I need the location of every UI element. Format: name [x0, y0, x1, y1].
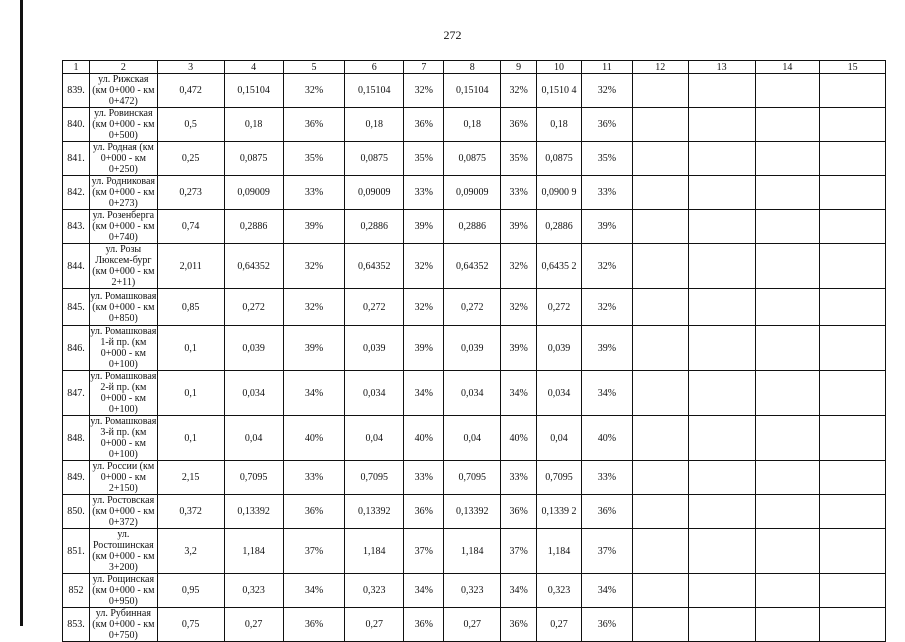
- street-name: ул. Родная (км 0+000 - км 0+250): [89, 142, 157, 176]
- row-number: 841.: [63, 142, 90, 176]
- cell-value: 32%: [283, 289, 344, 326]
- cell-value: 0,09009: [224, 176, 283, 210]
- empty-cell: [820, 74, 886, 108]
- cell-value: 0,13392: [444, 495, 501, 529]
- cell-value: 0,18: [224, 108, 283, 142]
- cell-value: 32%: [501, 244, 537, 289]
- cell-value: 0,323: [536, 574, 581, 608]
- cell-value: 36%: [283, 108, 344, 142]
- street-name: ул. Ростовская (км 0+000 - км 0+372): [89, 495, 157, 529]
- cell-value: 0,039: [224, 326, 283, 371]
- empty-cell: [755, 608, 820, 642]
- street-name: ул. России (км 0+000 - км 2+150): [89, 461, 157, 495]
- table-row: [63, 461, 886, 495]
- empty-cell: [820, 371, 886, 416]
- empty-cell: [820, 326, 886, 371]
- cell-value: 33%: [404, 176, 444, 210]
- cell-value: 0,18: [345, 108, 404, 142]
- empty-cell: [820, 495, 886, 529]
- cell-value: 0,95: [157, 574, 224, 608]
- table-row: [63, 416, 886, 461]
- cell-value: 3,2: [157, 529, 224, 574]
- page-left-border: [20, 0, 23, 626]
- cell-value: 39%: [501, 210, 537, 244]
- cell-value: 36%: [501, 495, 537, 529]
- cell-value: 34%: [283, 574, 344, 608]
- table-row: [63, 176, 886, 210]
- cell-value: 39%: [582, 326, 633, 371]
- empty-cell: [820, 244, 886, 289]
- column-header: 5: [283, 61, 344, 74]
- empty-cell: [688, 416, 755, 461]
- cell-value: 0,034: [345, 371, 404, 416]
- empty-cell: [820, 461, 886, 495]
- street-name: ул. Ровинская (км 0+000 - км 0+500): [89, 108, 157, 142]
- cell-value: 0,27: [444, 608, 501, 642]
- cell-value: 32%: [283, 244, 344, 289]
- cell-value: 35%: [501, 142, 537, 176]
- cell-value: 36%: [283, 608, 344, 642]
- cell-value: 0,04: [444, 416, 501, 461]
- row-number: 847.: [63, 371, 90, 416]
- empty-cell: [820, 108, 886, 142]
- empty-cell: [820, 529, 886, 574]
- cell-value: 33%: [283, 176, 344, 210]
- table-row: [63, 289, 886, 326]
- cell-value: 0,272: [444, 289, 501, 326]
- column-header: 6: [345, 61, 404, 74]
- column-header: 1: [63, 61, 90, 74]
- cell-value: 0,25: [157, 142, 224, 176]
- cell-value: 0,034: [536, 371, 581, 416]
- cell-value: 0,272: [345, 289, 404, 326]
- cell-value: 0,2886: [444, 210, 501, 244]
- table-row: [63, 371, 886, 416]
- cell-value: 0,7095: [444, 461, 501, 495]
- column-header: 12: [632, 61, 688, 74]
- cell-value: 0,09009: [345, 176, 404, 210]
- street-name: ул. Розенберга (км 0+000 - км 0+740): [89, 210, 157, 244]
- cell-value: 32%: [283, 74, 344, 108]
- cell-value: 0,0875: [224, 142, 283, 176]
- cell-value: 0,64352: [345, 244, 404, 289]
- column-header: 4: [224, 61, 283, 74]
- cell-value: 36%: [501, 608, 537, 642]
- cell-value: 40%: [404, 416, 444, 461]
- cell-value: 35%: [582, 142, 633, 176]
- column-header: 13: [688, 61, 755, 74]
- cell-value: 37%: [582, 529, 633, 574]
- column-header: 8: [444, 61, 501, 74]
- cell-value: 0,27: [536, 608, 581, 642]
- cell-value: 0,18: [536, 108, 581, 142]
- empty-cell: [688, 608, 755, 642]
- empty-cell: [755, 108, 820, 142]
- empty-cell: [820, 289, 886, 326]
- street-name: ул. Розы Люксем-бург (км 0+000 - км 2+11): [89, 244, 157, 289]
- cell-value: 0,372: [157, 495, 224, 529]
- cell-value: 0,85: [157, 289, 224, 326]
- empty-cell: [688, 371, 755, 416]
- cell-value: 0,7095: [224, 461, 283, 495]
- empty-cell: [755, 416, 820, 461]
- cell-value: 2,15: [157, 461, 224, 495]
- street-name: ул. Ростошинская (км 0+000 - км 3+200): [89, 529, 157, 574]
- cell-value: 32%: [501, 74, 537, 108]
- table-row: [63, 210, 886, 244]
- cell-value: 34%: [501, 574, 537, 608]
- cell-value: 0,039: [345, 326, 404, 371]
- cell-value: 34%: [283, 371, 344, 416]
- empty-cell: [755, 371, 820, 416]
- table-row: [63, 244, 886, 289]
- cell-value: 0,75: [157, 608, 224, 642]
- cell-value: 0,0900 9: [536, 176, 581, 210]
- table-row: [63, 608, 886, 642]
- cell-value: 0,27: [224, 608, 283, 642]
- cell-value: 0,323: [345, 574, 404, 608]
- column-header: 14: [755, 61, 820, 74]
- cell-value: 0,6435 2: [536, 244, 581, 289]
- empty-cell: [632, 495, 688, 529]
- empty-cell: [632, 461, 688, 495]
- cell-value: 34%: [582, 574, 633, 608]
- cell-value: 33%: [404, 461, 444, 495]
- street-name: ул. Рощинская (км 0+000 - км 0+950): [89, 574, 157, 608]
- cell-value: 0,1339 2: [536, 495, 581, 529]
- cell-value: 0,1: [157, 416, 224, 461]
- cell-value: 32%: [501, 289, 537, 326]
- cell-value: 0,1: [157, 371, 224, 416]
- empty-cell: [755, 244, 820, 289]
- cell-value: 36%: [404, 108, 444, 142]
- cell-value: 0,2886: [536, 210, 581, 244]
- row-number: 850.: [63, 495, 90, 529]
- row-number: 846.: [63, 326, 90, 371]
- empty-cell: [632, 416, 688, 461]
- cell-value: 0,27: [345, 608, 404, 642]
- empty-cell: [755, 529, 820, 574]
- empty-cell: [632, 108, 688, 142]
- cell-value: 33%: [283, 461, 344, 495]
- cell-value: 0,2886: [224, 210, 283, 244]
- empty-cell: [820, 574, 886, 608]
- cell-value: 0,09009: [444, 176, 501, 210]
- cell-value: 39%: [582, 210, 633, 244]
- cell-value: 33%: [501, 176, 537, 210]
- cell-value: 40%: [582, 416, 633, 461]
- cell-value: 35%: [283, 142, 344, 176]
- cell-value: 0,1: [157, 326, 224, 371]
- cell-value: 37%: [404, 529, 444, 574]
- empty-cell: [820, 608, 886, 642]
- empty-cell: [820, 210, 886, 244]
- empty-cell: [632, 289, 688, 326]
- street-name: ул. Ромашковая 1-й пр. (км 0+000 - км 0+100): [90, 326, 157, 370]
- cell-value: 33%: [582, 461, 633, 495]
- table-row: [63, 495, 886, 529]
- empty-cell: [688, 244, 755, 289]
- cell-value: 0,0875: [536, 142, 581, 176]
- empty-cell: [755, 142, 820, 176]
- cell-value: 0,034: [444, 371, 501, 416]
- cell-value: 0,0875: [345, 142, 404, 176]
- cell-value: 34%: [404, 371, 444, 416]
- data-table: [62, 60, 886, 642]
- empty-cell: [688, 210, 755, 244]
- cell-value: 40%: [501, 416, 537, 461]
- street-name: ул. Ромашковая (км 0+000 - км 0+850): [90, 290, 157, 324]
- empty-cell: [688, 176, 755, 210]
- cell-value: 0,472: [157, 74, 224, 108]
- cell-value: 0,04: [345, 416, 404, 461]
- cell-value: 34%: [582, 371, 633, 416]
- table-body: [63, 74, 886, 642]
- cell-value: 0,13392: [224, 495, 283, 529]
- cell-value: 2,011: [157, 244, 224, 289]
- cell-value: 34%: [501, 371, 537, 416]
- column-header: 3: [157, 61, 224, 74]
- empty-cell: [755, 210, 820, 244]
- cell-value: 1,184: [224, 529, 283, 574]
- cell-value: 0,039: [444, 326, 501, 371]
- cell-value: 0,5: [157, 108, 224, 142]
- cell-value: 0,15104: [444, 74, 501, 108]
- row-number: 844.: [63, 244, 90, 289]
- cell-value: 32%: [582, 289, 633, 326]
- empty-cell: [688, 495, 755, 529]
- cell-value: 36%: [501, 108, 537, 142]
- empty-cell: [632, 244, 688, 289]
- cell-value: 36%: [582, 108, 633, 142]
- cell-value: 0,74: [157, 210, 224, 244]
- cell-value: 0,15104: [345, 74, 404, 108]
- column-header: 2: [89, 61, 157, 74]
- empty-cell: [688, 108, 755, 142]
- cell-value: 0,15104: [224, 74, 283, 108]
- empty-cell: [688, 461, 755, 495]
- empty-cell: [632, 574, 688, 608]
- empty-cell: [688, 289, 755, 326]
- cell-value: 1,184: [345, 529, 404, 574]
- column-header: 9: [501, 61, 537, 74]
- cell-value: 0,2886: [345, 210, 404, 244]
- empty-cell: [688, 529, 755, 574]
- table-row: [63, 529, 886, 574]
- empty-cell: [632, 371, 688, 416]
- cell-value: 36%: [404, 608, 444, 642]
- cell-value: 0,323: [444, 574, 501, 608]
- cell-value: 37%: [501, 529, 537, 574]
- cell-value: 32%: [404, 289, 444, 326]
- empty-cell: [632, 210, 688, 244]
- cell-value: 0,0875: [444, 142, 501, 176]
- table-row: [63, 326, 886, 371]
- empty-cell: [688, 74, 755, 108]
- column-header: 11: [582, 61, 633, 74]
- empty-cell: [632, 608, 688, 642]
- cell-value: 0,034: [224, 371, 283, 416]
- table-row: [63, 574, 886, 608]
- row-number: 849.: [63, 461, 90, 495]
- empty-cell: [688, 142, 755, 176]
- cell-value: 0,13392: [345, 495, 404, 529]
- column-header: 15: [820, 61, 886, 74]
- row-number: 848.: [63, 416, 90, 461]
- cell-value: 39%: [283, 210, 344, 244]
- cell-value: 0,7095: [536, 461, 581, 495]
- cell-value: 39%: [404, 210, 444, 244]
- row-number: 845.: [63, 289, 90, 326]
- empty-cell: [632, 176, 688, 210]
- cell-value: 37%: [283, 529, 344, 574]
- cell-value: 39%: [501, 326, 537, 371]
- cell-value: 32%: [404, 74, 444, 108]
- cell-value: 35%: [404, 142, 444, 176]
- row-number: 843.: [63, 210, 90, 244]
- row-number: 842.: [63, 176, 90, 210]
- cell-value: 39%: [283, 326, 344, 371]
- cell-value: 40%: [283, 416, 344, 461]
- empty-cell: [632, 529, 688, 574]
- cell-value: 36%: [404, 495, 444, 529]
- empty-cell: [755, 74, 820, 108]
- street-name: ул. Рубинная (км 0+000 - км 0+750): [89, 608, 157, 642]
- cell-value: 0,18: [444, 108, 501, 142]
- empty-cell: [632, 142, 688, 176]
- cell-value: 0,039: [536, 326, 581, 371]
- cell-value: 0,64352: [444, 244, 501, 289]
- street-name: ул. Родниковая (км 0+000 - км 0+273): [89, 176, 157, 210]
- row-number: 852: [63, 574, 90, 608]
- cell-value: 36%: [582, 608, 633, 642]
- empty-cell: [755, 326, 820, 371]
- empty-cell: [755, 574, 820, 608]
- cell-value: 1,184: [536, 529, 581, 574]
- cell-value: 32%: [582, 244, 633, 289]
- empty-cell: [632, 74, 688, 108]
- street-name: ул. Рижская (км 0+000 - км 0+472): [89, 74, 157, 108]
- cell-value: 1,184: [444, 529, 501, 574]
- cell-value: 32%: [582, 74, 633, 108]
- cell-value: 0,04: [536, 416, 581, 461]
- empty-cell: [688, 326, 755, 371]
- empty-cell: [820, 142, 886, 176]
- empty-cell: [820, 176, 886, 210]
- street-name: ул. Ромашковая 2-й пр. (км 0+000 - км 0+100): [90, 371, 157, 415]
- row-number: 840.: [63, 108, 90, 142]
- table-row: [63, 142, 886, 176]
- column-header: 10: [536, 61, 581, 74]
- cell-value: 33%: [501, 461, 537, 495]
- cell-value: 0,04: [224, 416, 283, 461]
- cell-value: 33%: [582, 176, 633, 210]
- cell-value: 0,272: [224, 289, 283, 326]
- cell-value: 36%: [582, 495, 633, 529]
- page-number: 272: [443, 28, 462, 42]
- row-number: 853.: [63, 608, 90, 642]
- column-header: 7: [404, 61, 444, 74]
- cell-value: 34%: [404, 574, 444, 608]
- empty-cell: [688, 574, 755, 608]
- empty-cell: [755, 176, 820, 210]
- cell-value: 0,64352: [224, 244, 283, 289]
- cell-value: 0,7095: [345, 461, 404, 495]
- row-number: 851.: [63, 529, 90, 574]
- cell-value: 0,323: [224, 574, 283, 608]
- street-name: ул. Ромашковая 3-й пр. (км 0+000 - км 0+100): [90, 416, 157, 460]
- empty-cell: [755, 495, 820, 529]
- header-row: [63, 61, 886, 74]
- cell-value: 32%: [404, 244, 444, 289]
- empty-cell: [820, 416, 886, 461]
- row-number: 839.: [63, 74, 90, 108]
- cell-value: 0,1510 4: [536, 74, 581, 108]
- empty-cell: [755, 289, 820, 326]
- empty-cell: [632, 326, 688, 371]
- cell-value: 36%: [283, 495, 344, 529]
- table-row: [63, 74, 886, 108]
- cell-value: 0,272: [536, 289, 581, 326]
- table-row: [63, 108, 886, 142]
- cell-value: 0,273: [157, 176, 224, 210]
- empty-cell: [755, 461, 820, 495]
- cell-value: 39%: [404, 326, 444, 371]
